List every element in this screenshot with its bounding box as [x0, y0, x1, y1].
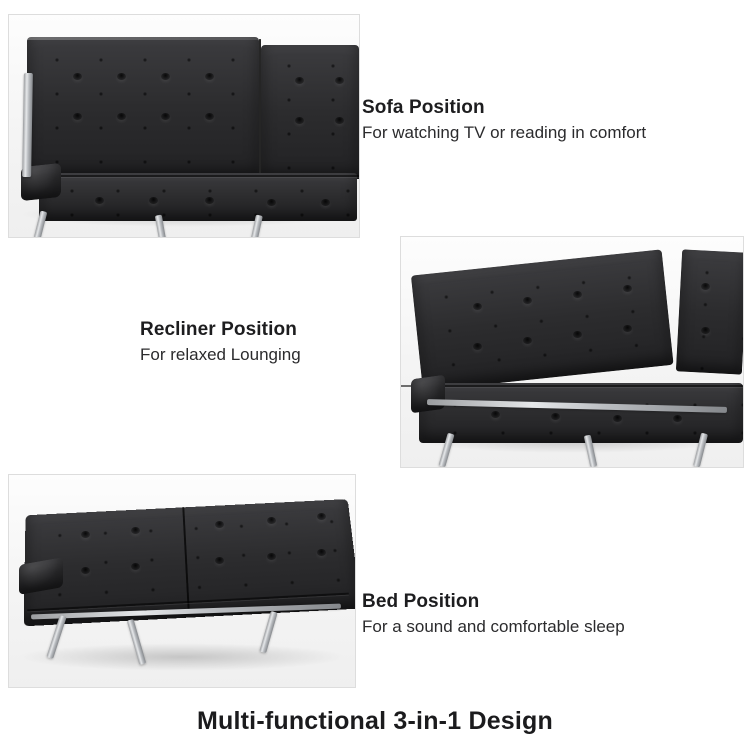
seat-hinge-seam	[401, 385, 743, 387]
tuft-button	[551, 413, 560, 420]
tuft-button	[267, 199, 276, 206]
bed-position-title: Bed Position	[362, 591, 480, 612]
recliner-position-title: Recliner Position	[140, 319, 297, 340]
tuft-button	[131, 563, 140, 570]
tuft-button	[73, 113, 82, 120]
tuft-button	[73, 73, 82, 80]
recliner-position-subtitle: For relaxed Lounging	[140, 344, 301, 364]
tuft-button	[523, 297, 532, 304]
backrest-left	[27, 37, 259, 177]
sofa-position-subtitle: For watching TV or reading in comfort	[362, 122, 647, 142]
tuft-button	[317, 513, 326, 520]
sofa-position-title: Sofa Position	[362, 97, 485, 118]
backrest-split-seam	[259, 39, 261, 179]
tuft-button	[491, 411, 500, 418]
tuft-button	[523, 337, 532, 344]
caption-bed-position	[362, 590, 748, 638]
tuft-button	[81, 567, 90, 574]
tuft-button	[673, 415, 682, 422]
footer-headline: Multi-functional 3-in-1 Design	[197, 707, 553, 735]
seat-cushion	[39, 173, 357, 221]
tuft-button	[623, 285, 632, 292]
tuft-button	[573, 291, 582, 298]
tuft-button	[335, 117, 344, 124]
tuft-button	[473, 343, 482, 350]
bed-position-subtitle: For a sound and comfortable sleep	[362, 616, 625, 636]
side-rail-chrome	[22, 73, 33, 177]
left-end-cap	[411, 375, 445, 414]
caption-recliner-position	[140, 318, 390, 366]
backrest-right	[261, 45, 359, 179]
tuft-button	[215, 557, 224, 564]
tuft-button	[81, 531, 90, 538]
tuft-button	[701, 283, 710, 290]
tuft-button	[701, 327, 710, 334]
tuft-button	[205, 197, 214, 204]
tuft-button	[267, 517, 276, 524]
seat-back-seam	[33, 175, 359, 177]
tuft-button	[117, 113, 126, 120]
panel-sofa-position	[8, 14, 360, 238]
tuft-button	[215, 521, 224, 528]
recliner-position-photo	[401, 237, 743, 467]
sofa-position-photo	[9, 15, 359, 237]
floor-shadow	[17, 643, 347, 671]
tuft-button	[335, 77, 344, 84]
reclined-backrest	[411, 249, 674, 391]
tuft-button	[321, 199, 330, 206]
panel-bed-position	[8, 474, 356, 688]
tuft-button	[573, 331, 582, 338]
upright-back-right	[676, 249, 743, 374]
tuft-button	[295, 77, 304, 84]
bed-position-photo	[9, 475, 355, 687]
tuft-button	[149, 197, 158, 204]
tuft-button	[161, 73, 170, 80]
tuft-button	[623, 325, 632, 332]
tuft-button	[267, 553, 276, 560]
seat-platform	[419, 383, 743, 443]
caption-sofa-position	[362, 96, 748, 144]
panel-recliner-position	[400, 236, 744, 468]
tuft-button	[131, 527, 140, 534]
backrest-top-highlight	[27, 37, 359, 40]
tuft-button	[473, 303, 482, 310]
tuft-button	[95, 197, 104, 204]
tuft-button	[161, 113, 170, 120]
tuft-button	[205, 113, 214, 120]
tuft-button	[317, 549, 326, 556]
tuft-button	[295, 117, 304, 124]
tuft-button	[205, 73, 214, 80]
tuft-button	[613, 415, 622, 422]
tuft-button	[117, 73, 126, 80]
